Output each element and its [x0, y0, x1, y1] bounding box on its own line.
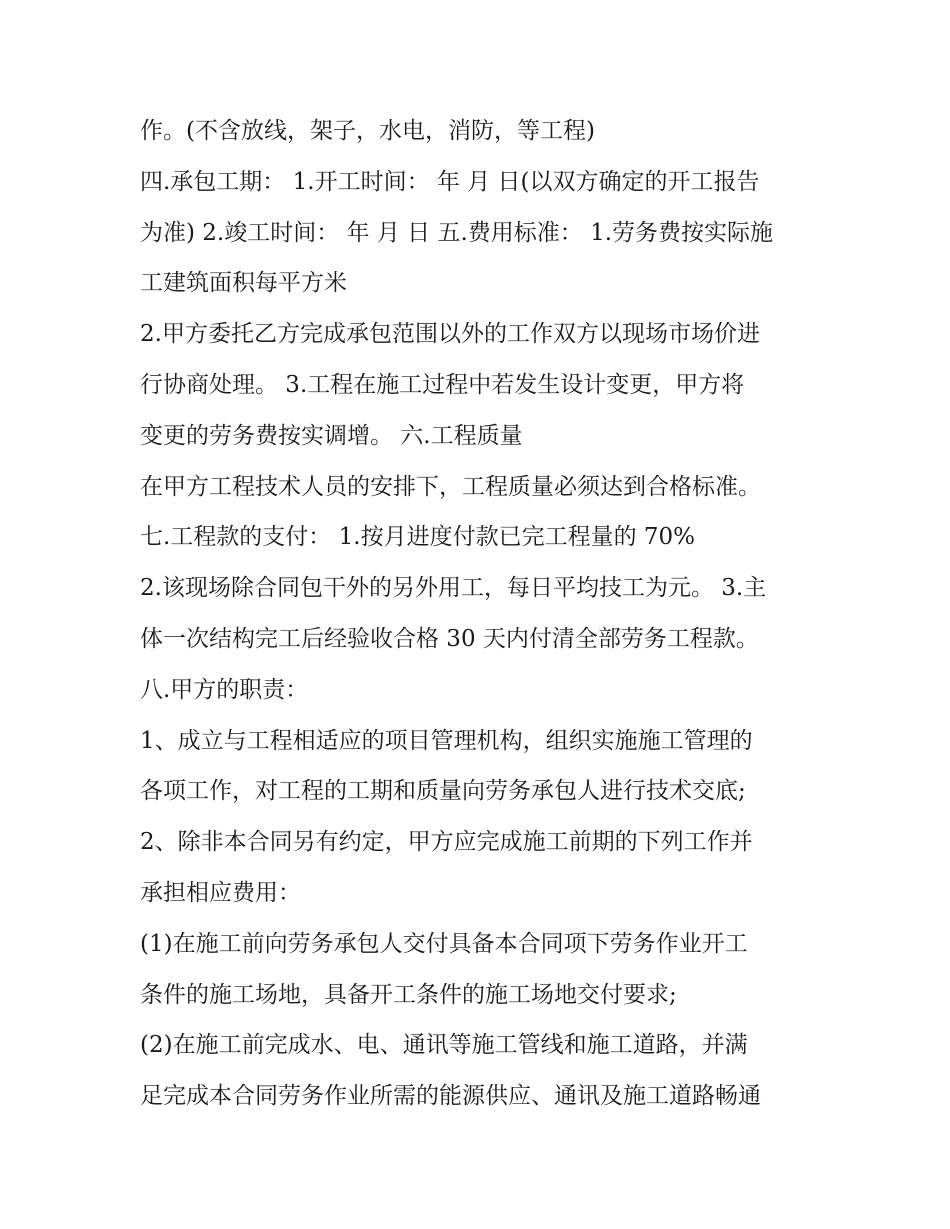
- text-line: 七.工程款的支付： 1.按月进度付款已完工程量的 70%: [140, 524, 695, 551]
- text-line: 2.甲方委托乙方完成承包范围以外的工作双方以现场市场价进: [140, 321, 760, 348]
- text-line: (2)在施工前完成水、电、通讯等施工管线和施工道路，并满: [140, 1032, 748, 1059]
- text-line: 四.承包工期： 1.开工时间： 年 月 日(以双方确定的开工报告: [140, 168, 760, 195]
- text-line: 2.该现场除合同包干外的另外用工，每日平均技工为元。 3.主: [140, 575, 767, 602]
- document-body: [140, 106, 830, 1122]
- text-line: 承担相应费用：: [140, 879, 301, 906]
- text-line: 体一次结构完工后经验收合格 30 天内付清全部劳务工程款。: [140, 625, 759, 652]
- text-line: (1)在施工前向劳务承包人交付具备本合同项下劳务作业开工: [140, 930, 748, 957]
- text-line: 行协商处理。 3.工程在施工过程中若发生设计变更，甲方将: [140, 371, 745, 398]
- text-line: 为准) 2.竣工时间： 年 月 日 五.费用标准： 1.劳务费按实际施: [140, 219, 774, 246]
- text-line: 2、除非本合同另有约定，甲方应完成施工前期的下列工作并: [140, 829, 753, 856]
- text-line: 各项工作，对工程的工期和质量向劳务承包人进行技术交底;: [140, 778, 746, 805]
- text-line: 在甲方工程技术人员的安排下，工程质量必须达到合格标准。: [140, 473, 761, 500]
- text-line: 1、成立与工程相适应的项目管理机构，组织实施施工管理的: [140, 727, 753, 754]
- text-line: 工建筑面积每平方米: [140, 270, 347, 297]
- text-line: 条件的施工场地，具备开工条件的施工场地交付要求;: [140, 981, 677, 1008]
- text-line: 八.甲方的职责：: [140, 676, 309, 703]
- text-line: 变更的劳务费按实调增。 六.工程质量: [140, 422, 523, 449]
- text-line: 足完成本合同劳务作业所需的能源供应、通讯及施工道路畅通: [140, 1083, 761, 1110]
- text-line: 作。(不含放线，架子，水电，消防，等工程): [140, 118, 595, 144]
